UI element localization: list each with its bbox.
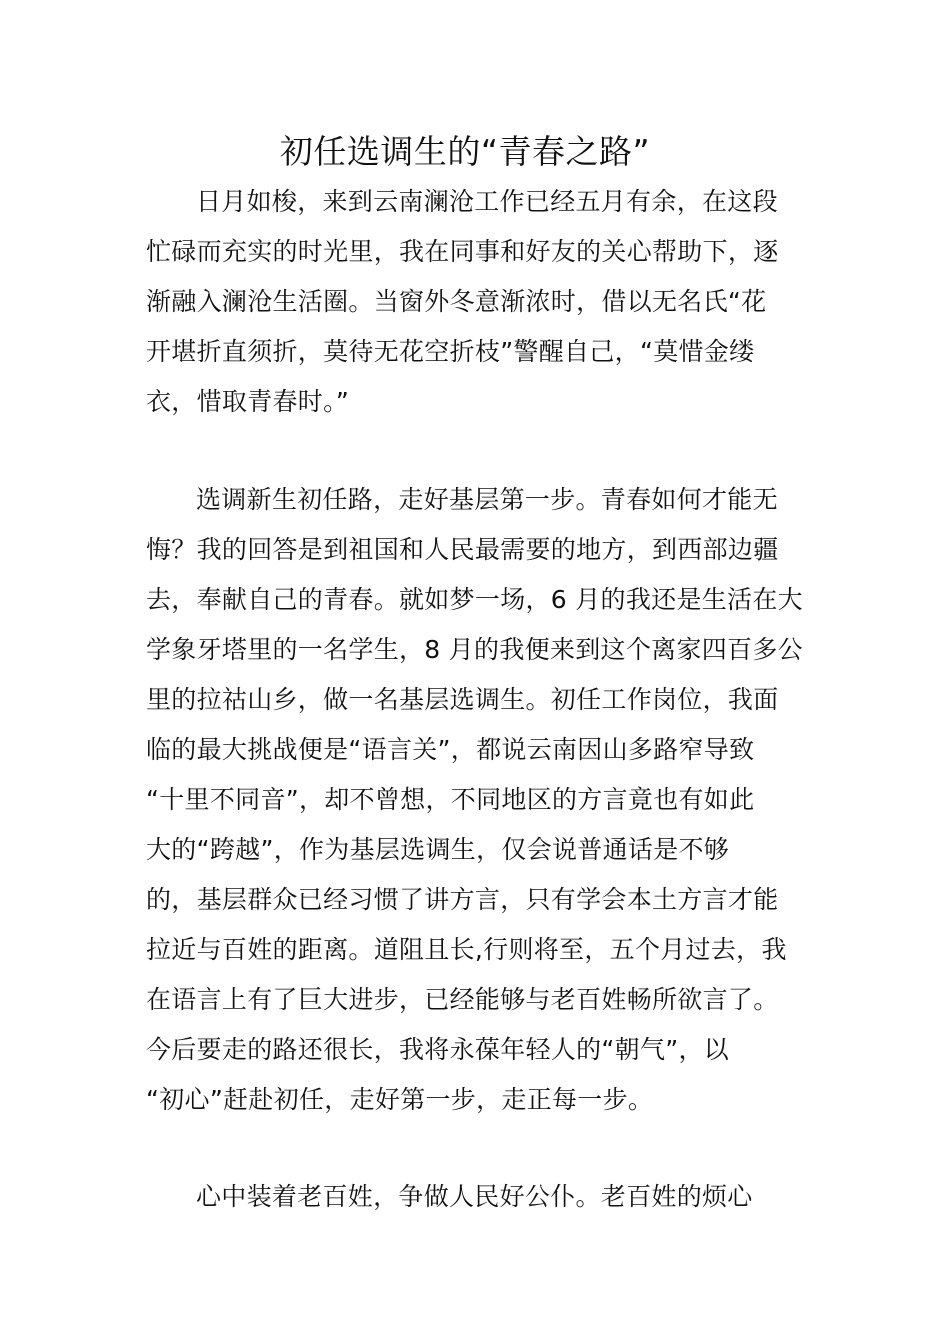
paragraph-3-line-1: 心中装着老百姓，争做人民好公仆。老百姓的烦心 [196,1182,753,1211]
paragraph-1-line-5: 衣，惜取青春时。” [146,387,350,416]
paragraph-2-line-8: 大的“跨越”，作为基层选调生，仅会说普通话是不够 [146,835,730,864]
document-title: 初任选调生的“青春之路” [279,132,651,171]
paragraph-2-line-5: 里的拉祜山乡，做一名基层选调生。初任工作岗位，我面 [146,685,779,714]
paragraph-1-line-3: 渐融入澜沧生活圈。当窗外冬意渐浓时，借以无名氏“花 [146,287,767,316]
paragraph-2-line-6: 临的最大挑战便是“语言关”，都说云南因山多路窄导致 [146,735,755,764]
paragraph-2-line-12: 今后要走的路还很长，我将永葆年轻人的“朝气”，以 [146,1035,730,1064]
paragraph-2-line-2: 悔？我的回答是到祖国和人民最需要的地方，到西部边疆 [146,535,779,564]
paragraph-2-line-9: 的，基层群众已经习惯了讲方言，只有学会本土方言才能 [146,885,779,914]
paragraph-1-line-2: 忙碌而充实的时光里，我在同事和好友的关心帮助下，逐 [146,237,779,266]
paragraph-2-line-11: 在语言上有了巨大进步，已经能够与老百姓畅所欲言了。 [146,985,779,1014]
paragraph-2-line-13: “初心”赶赴初任，走好第一步，走正每一步。 [146,1085,654,1114]
paragraph-2-line-3: 去，奉献自己的青春。就如梦一场，6 月的我还是生活在大 [146,585,803,614]
paragraph-1-line-4: 开堪折直须折，莫待无花空折枝”警醒自己，“莫惜金缕 [146,337,755,366]
paragraph-1-line-1: 日月如梭，来到云南澜沧工作已经五月有余，在这段 [196,187,778,216]
paragraph-2-line-10: 拉近与百姓的距离。道阻且长,行则将至，五个月过去，我 [146,935,787,964]
paragraph-2-line-4: 学象牙塔里的一名学生，8 月的我便来到这个离家四百多公 [146,635,803,664]
paragraph-2-line-1: 选调新生初任路，走好基层第一步。青春如何才能无 [196,485,778,514]
paragraph-2-line-7: “十里不同音”，却不曾想，不同地区的方言竟也有如此 [146,785,755,814]
